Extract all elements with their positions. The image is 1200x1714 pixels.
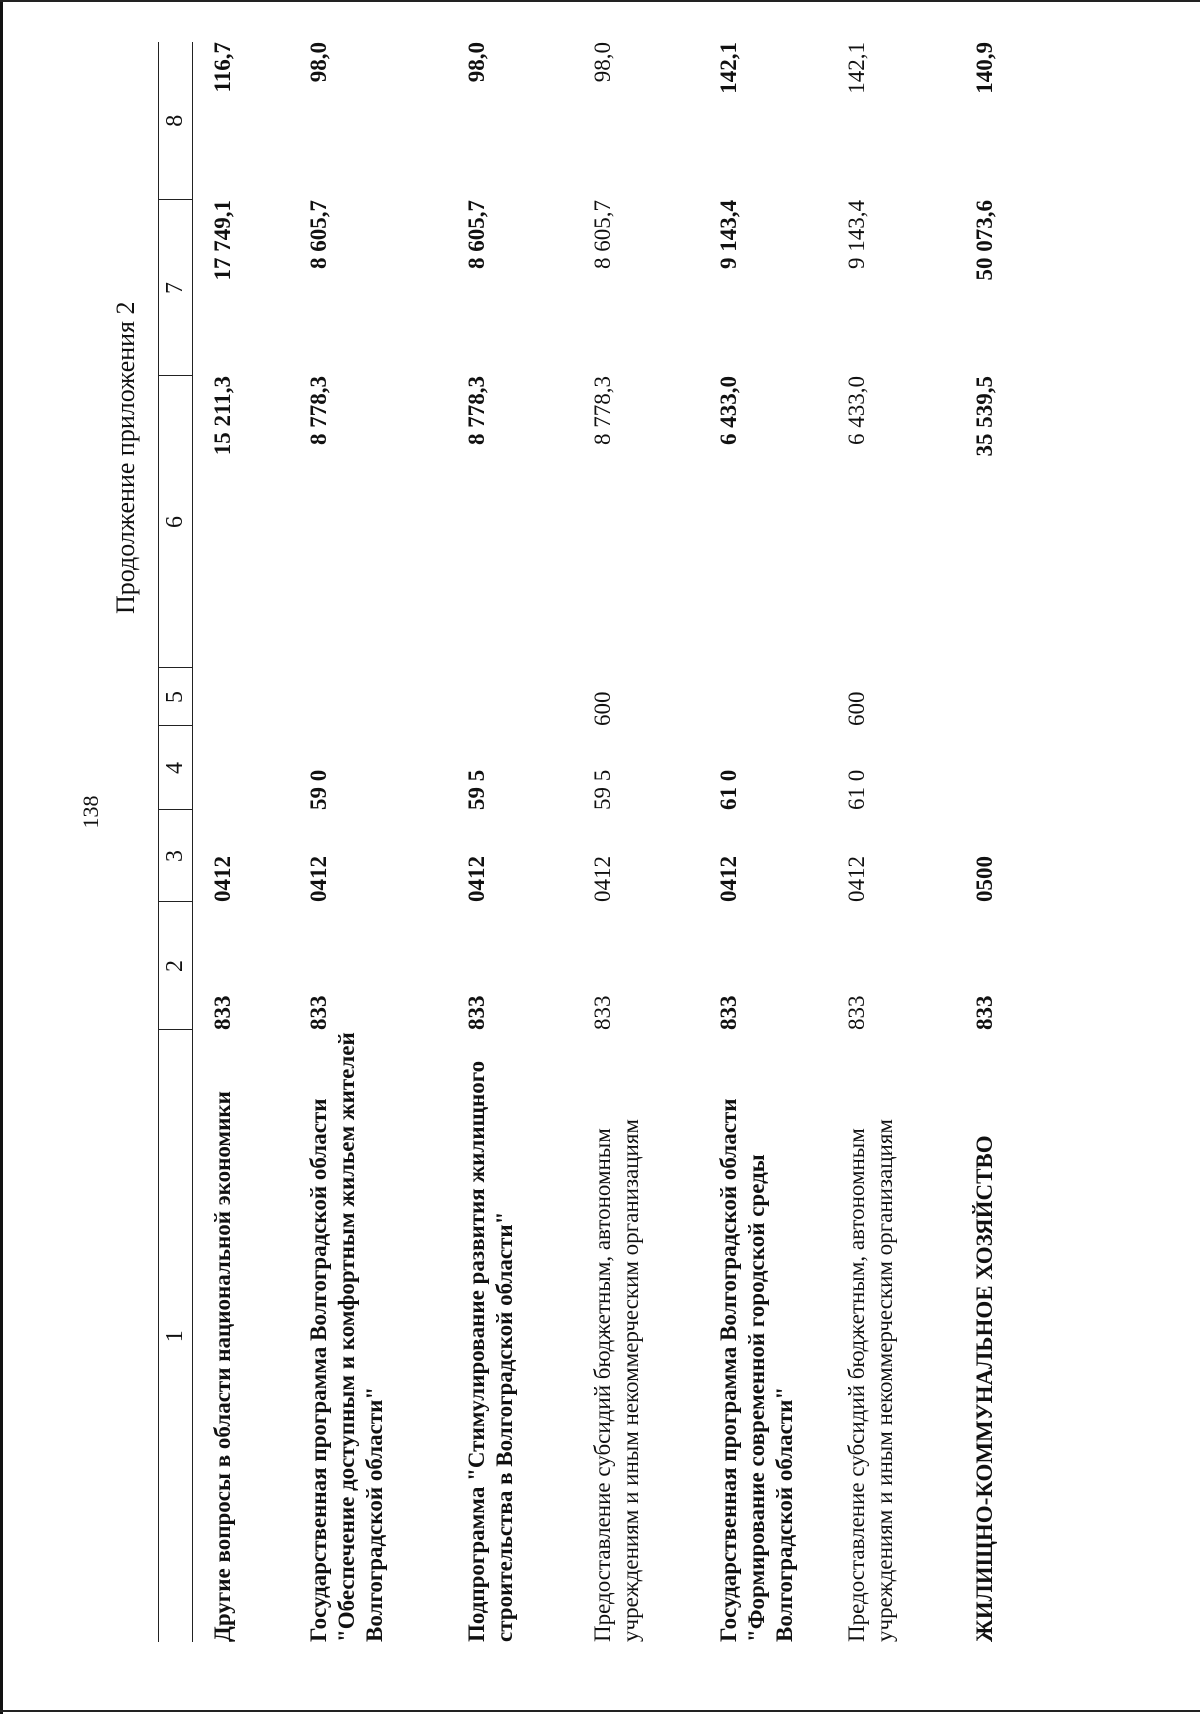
cell-col7: 8 605,7 bbox=[589, 200, 615, 269]
cell-col6: 8 778,3 bbox=[463, 376, 489, 445]
column-header: 8 bbox=[159, 42, 193, 200]
table-row bbox=[955, 42, 1025, 1642]
cell-col2: 833 bbox=[715, 995, 741, 1030]
column-header: 4 bbox=[159, 726, 193, 810]
row-name: Государственная программа Волгоградской области "Обеспечение доступным и комфортным жильем жителей Волгоградской области" bbox=[305, 1032, 387, 1642]
cell-col2: 833 bbox=[210, 995, 235, 1030]
cell-col8: 98,0 bbox=[589, 42, 615, 83]
cell-col3: 0412 bbox=[715, 856, 741, 902]
cell-col5 bbox=[955, 668, 1025, 726]
table-row bbox=[699, 42, 827, 1642]
cell-col7: 50 073,6 bbox=[971, 200, 997, 281]
column-header: 6 bbox=[159, 376, 193, 668]
cell-col7: 8 605,7 bbox=[305, 200, 331, 269]
cell-col7: 17 749,1 bbox=[210, 200, 235, 281]
column-header: 7 bbox=[159, 200, 193, 376]
cell-col4: 61 0 bbox=[843, 769, 869, 810]
row-name: Предоставление субсидий бюджетным, автономным учреждениям и иным некоммерческим организациям bbox=[843, 1119, 897, 1642]
row-name: ЖИЛИЩНО-КОММУНАЛЬНОЕ ХОЗЯЙСТВО bbox=[971, 1135, 997, 1642]
row-name: Государственная программа Волгоградской области "Формирование современной городской среды Волгоградской области" bbox=[715, 1098, 797, 1642]
continuation-label: Продолжение приложения 2 bbox=[111, 301, 140, 614]
cell-col4: 61 0 bbox=[715, 769, 741, 810]
cell-col8: 142,1 bbox=[843, 42, 869, 94]
cell-col6: 6 433,0 bbox=[843, 376, 869, 445]
cell-col4: 59 5 bbox=[589, 769, 615, 810]
cell-col2: 833 bbox=[463, 995, 489, 1030]
cell-col8: 142,1 bbox=[715, 42, 741, 94]
cell-col4 bbox=[955, 726, 1025, 810]
cell-col3: 0500 bbox=[971, 856, 997, 902]
cell-col8: 116,7 bbox=[210, 42, 235, 93]
column-header: 1 bbox=[159, 1030, 193, 1642]
header-row bbox=[159, 42, 193, 1642]
row-name: Предоставление субсидий бюджетным, автономным учреждениям и иным некоммерческим организациям bbox=[589, 1119, 643, 1642]
table-row bbox=[193, 42, 289, 1642]
cell-col5 bbox=[699, 668, 827, 726]
budget-table bbox=[158, 42, 1025, 1642]
cell-col6: 8 778,3 bbox=[589, 376, 615, 445]
cell-col4 bbox=[193, 726, 289, 810]
cell-col2: 833 bbox=[843, 995, 869, 1030]
cell-col6: 15 211,3 bbox=[210, 376, 235, 456]
cell-col8: 98,0 bbox=[305, 42, 331, 83]
row-name: Другие вопросы в области национальной экономики bbox=[210, 1091, 235, 1642]
cell-col7: 9 143,4 bbox=[843, 200, 869, 269]
column-header: 3 bbox=[159, 810, 193, 902]
cell-col5 bbox=[193, 668, 289, 726]
cell-col2: 833 bbox=[305, 995, 331, 1030]
cell-col8: 98,0 bbox=[463, 42, 489, 83]
column-header: 2 bbox=[159, 902, 193, 1030]
table-row bbox=[289, 42, 447, 1642]
cell-col2: 833 bbox=[971, 995, 997, 1030]
row-name: Подпрограмма "Стимулирование развития жилищного строительства в Волгоградской области" bbox=[463, 1060, 517, 1642]
cell-col3: 0412 bbox=[210, 856, 235, 902]
cell-col5: 600 bbox=[843, 691, 869, 726]
page-number: 138 bbox=[78, 795, 103, 829]
cell-col3: 0412 bbox=[589, 856, 615, 902]
cell-col5 bbox=[447, 668, 573, 726]
cell-col4: 59 5 bbox=[463, 769, 489, 810]
cell-col6: 35 539,5 bbox=[971, 376, 997, 457]
cell-col5 bbox=[289, 668, 447, 726]
cell-col3: 0412 bbox=[843, 856, 869, 902]
table-row bbox=[447, 42, 573, 1642]
cell-col2: 833 bbox=[589, 995, 615, 1030]
cell-col7: 8 605,7 bbox=[463, 200, 489, 269]
cell-col8: 140,9 bbox=[971, 42, 997, 94]
column-header: 5 bbox=[159, 668, 193, 726]
cell-col7: 9 143,4 bbox=[715, 200, 741, 269]
table-row bbox=[573, 42, 699, 1642]
cell-col4: 59 0 bbox=[305, 769, 331, 810]
table-row bbox=[827, 42, 955, 1642]
cell-col5: 600 bbox=[589, 691, 615, 726]
cell-col6: 8 778,3 bbox=[305, 376, 331, 445]
cell-col3: 0412 bbox=[305, 856, 331, 902]
cell-col6: 6 433,0 bbox=[715, 376, 741, 445]
cell-col3: 0412 bbox=[463, 856, 489, 902]
